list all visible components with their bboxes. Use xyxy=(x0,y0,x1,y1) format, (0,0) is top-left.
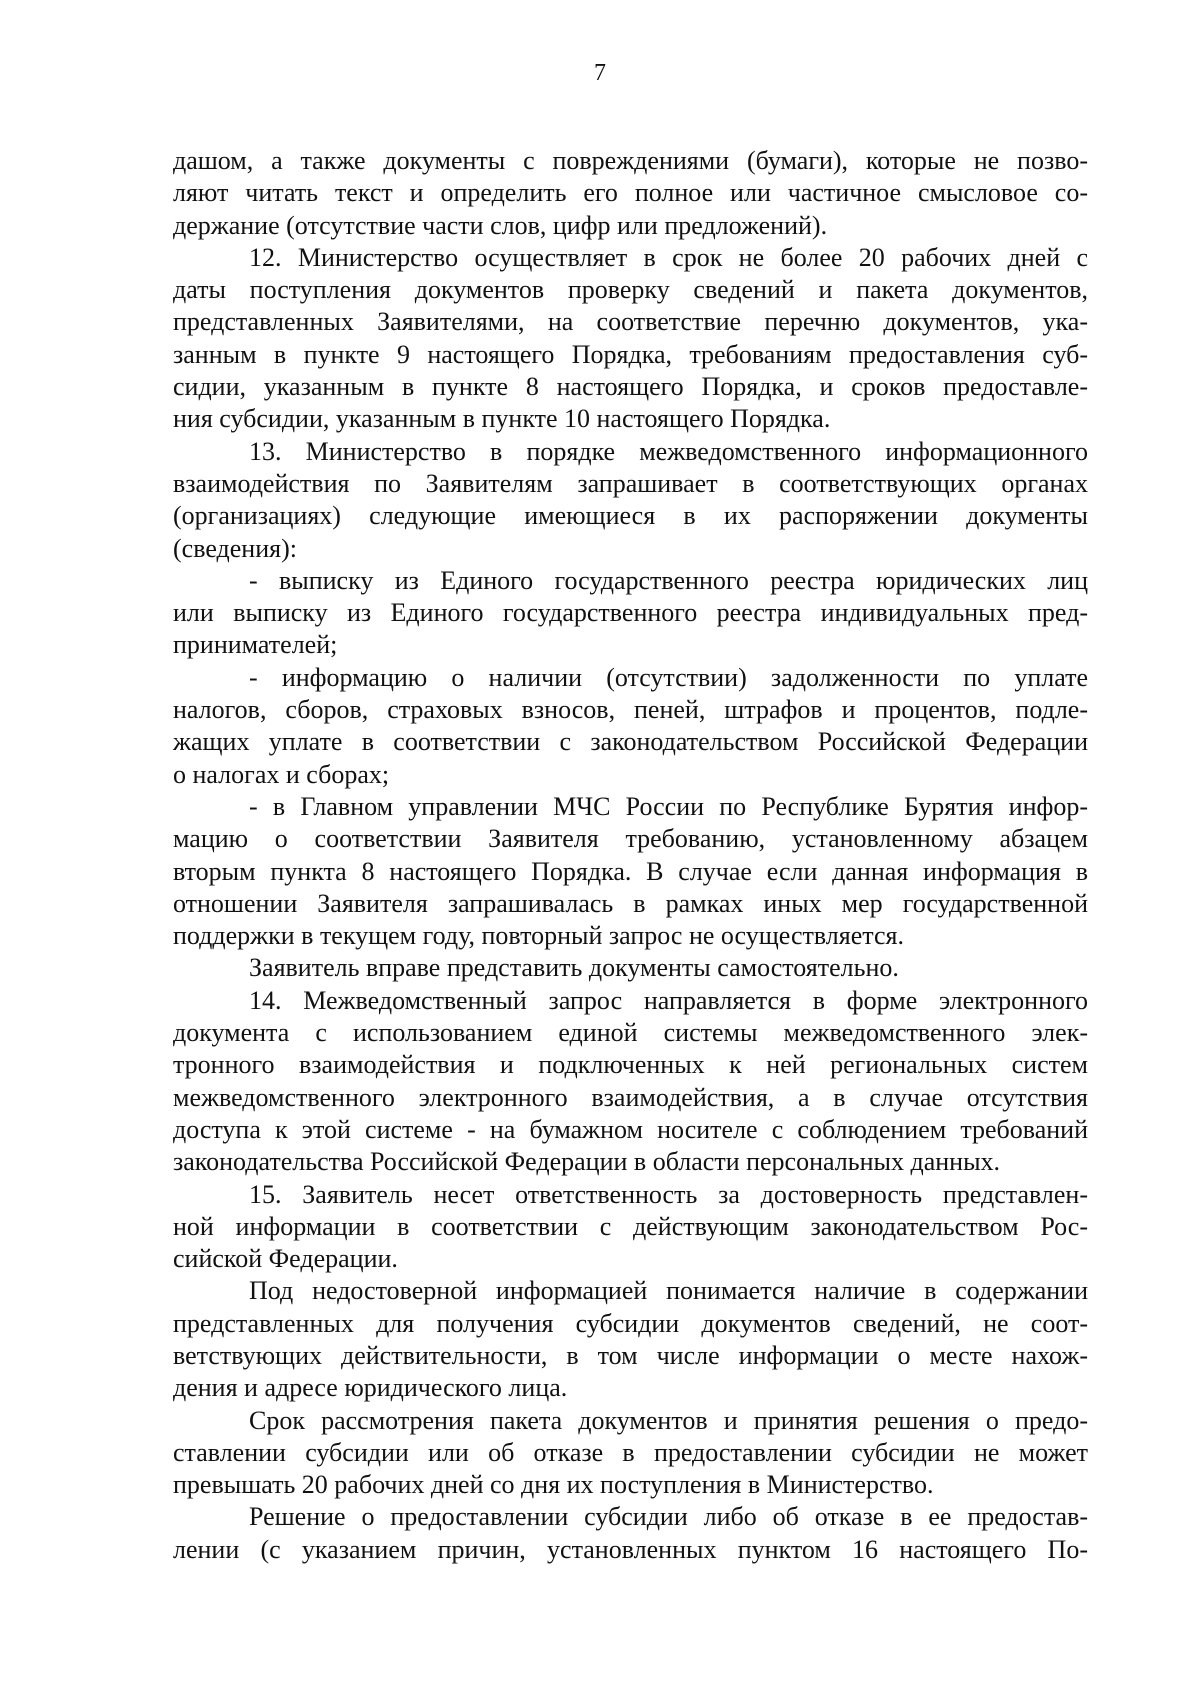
text-line: или выписку из Единого государственного реестра индивидуальных пред- xyxy=(173,598,1088,628)
text-line: 13. Министерство в порядке межведомственного информационного xyxy=(249,436,1088,466)
text-line: 12. Министерство осуществляет в срок не более 20 рабочих дней с xyxy=(249,242,1088,272)
page-number: 7 xyxy=(594,60,606,86)
text-line: ветствующих действительности, в том числе информации о месте нахож- xyxy=(173,1340,1088,1370)
text-line: дашом, а также документы с повреждениями (бумаги), которые не позво- xyxy=(173,146,1088,175)
text-line: держание (отсутствие части слов, цифр или предложений). xyxy=(173,210,828,240)
text-line: ния субсидии, указанным в пункте 10 настоящего Порядка. xyxy=(173,404,831,434)
text-line: сидии, указанным в пункте 8 настоящего Порядка, и сроков предоставле- xyxy=(173,372,1088,402)
text-line: доступа к этой системе - на бумажном носителе с соблюдением требований xyxy=(173,1114,1088,1144)
text-line: даты поступления документов проверку сведений и пакета документов, xyxy=(173,275,1088,305)
text-line: тронного взаимодействия и подключенных к ней региональных систем xyxy=(173,1050,1088,1080)
text-line: законодательства Российской Федерации в области персональных данных. xyxy=(173,1147,1001,1177)
text-line: лении (с указанием причин, установленных пунктом 16 настоящего По- xyxy=(173,1534,1088,1564)
text-line: жащих уплате в соответствии с законодательством Российской Федерации xyxy=(173,727,1088,757)
text-line: Решение о предоставлении субсидии либо об отказе в ее предостав- xyxy=(249,1502,1088,1532)
text-line: ляют читать текст и определить его полное или частичное смысловое со- xyxy=(173,178,1088,208)
text-line: дения и адресе юридического лица. xyxy=(173,1373,568,1403)
text-line: представленных для получения субсидии документов сведений, не соот- xyxy=(173,1308,1088,1338)
text-line: принимателей; xyxy=(173,630,338,660)
text-line: 14. Межведомственный запрос направляется в форме электронного xyxy=(249,985,1088,1015)
text-line: - в Главном управлении МЧС России по Республике Бурятия инфор- xyxy=(249,791,1088,821)
text-line: ной информации в соответствии с действующим законодательством Рос- xyxy=(173,1211,1088,1241)
text-line: ставлении субсидии или об отказе в предоставлении субсидии не может xyxy=(173,1437,1088,1467)
text-line: межведомственного электронного взаимодействия, а в случае отсутствия xyxy=(173,1082,1088,1112)
text-line: поддержки в текущем году, повторный запрос не осуществляется. xyxy=(173,921,904,951)
text-line: превышать 20 рабочих дней со дня их поступления в Министерство. xyxy=(173,1470,934,1500)
text-line: 15. Заявитель несет ответственность за достоверность представлен- xyxy=(249,1179,1088,1209)
text-line: сийской Федерации. xyxy=(173,1244,398,1274)
text-line: взаимодействия по Заявителям запрашивает в соответствующих органах xyxy=(173,468,1088,498)
document-body xyxy=(173,145,1088,1566)
text-line: мацию о соответствии Заявителя требованию, установленному абзацем xyxy=(173,824,1088,854)
text-line: Заявитель вправе представить документы самостоятельно. xyxy=(249,953,899,983)
text-line: (организациях) следующие имеющиеся в их распоряжении документы xyxy=(173,501,1088,531)
text-line: отношении Заявителя запрашивалась в рамках иных мер государственной xyxy=(173,888,1088,918)
text-line: - информацию о наличии (отсутствии) задолженности по уплате xyxy=(249,662,1088,692)
text-line: - выписку из Единого государственного реестра юридических лиц xyxy=(249,565,1088,595)
text-line: представленных Заявителями, на соответствие перечню документов, ука- xyxy=(173,307,1088,337)
text-line: налогов, сборов, страховых взносов, пеней, штрафов и процентов, подле- xyxy=(173,695,1088,725)
text-line: вторым пункта 8 настоящего Порядка. В случае если данная информация в xyxy=(173,856,1088,886)
text-line: Срок рассмотрения пакета документов и принятия решения о предо- xyxy=(249,1405,1088,1435)
text-line: документа с использованием единой системы межведомственного элек- xyxy=(173,1018,1088,1048)
text-line: о налогах и сборах; xyxy=(173,759,390,789)
text-line: Под недостоверной информацией понимается наличие в содержании xyxy=(249,1276,1088,1306)
text-line: занным в пункте 9 настоящего Порядка, требованиям предоставления суб- xyxy=(173,339,1088,369)
text-line: (сведения): xyxy=(173,533,297,563)
